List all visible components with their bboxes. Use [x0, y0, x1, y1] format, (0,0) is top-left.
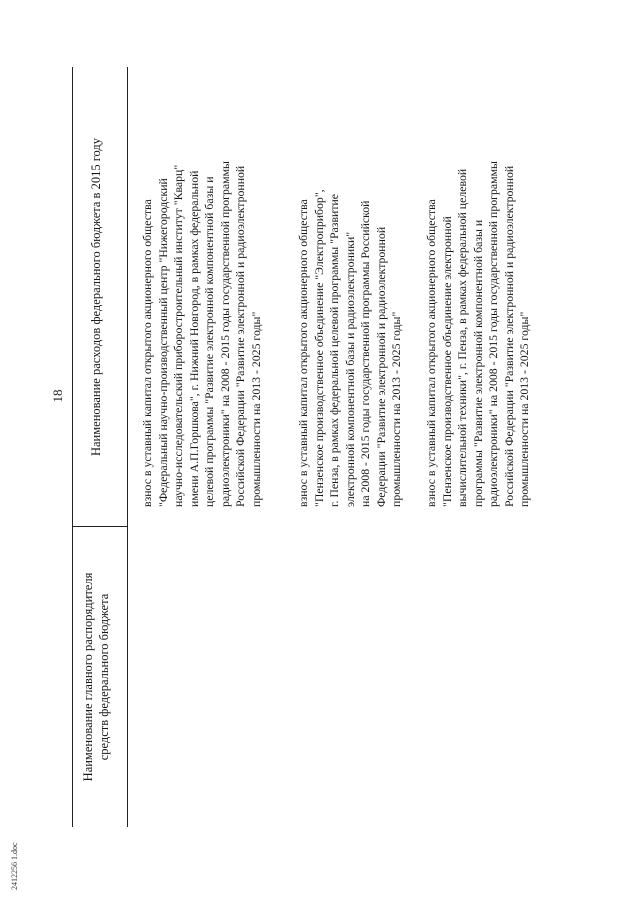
- entry-line: взнос в уставный капитал открытого акционерного общества: [296, 199, 310, 507]
- entry-line: электронной компонентной базы и радиоэлектроники": [342, 231, 357, 507]
- entry-line: взнос в уставный капитал открытого акционерного общества: [140, 199, 154, 507]
- entry-line: на 2008 - 2015 годы государственной программы Российской: [358, 200, 372, 507]
- rotated-page-content: [50, 67, 531, 827]
- header-left-line-2: средств федерального бюджета: [97, 593, 111, 761]
- entry-line: "Пензенское производственное объединение электронной: [439, 216, 454, 507]
- header-bottom-rule: [127, 67, 128, 827]
- entry-line: Российской Федерации "Развитие электронной и радиоэлектронной: [233, 165, 247, 507]
- entry-line: радиоэлектроники" на 2008 - 2015 годы государственной программы: [217, 161, 232, 507]
- entry-line: "Федеральный научно-производственный центр "Нижегородский: [155, 178, 170, 507]
- header-budget-manager: [80, 527, 112, 827]
- table-top-rule: [72, 67, 73, 827]
- entry-line: целевой программы "Развитие электронной компонентной базы и: [202, 176, 216, 507]
- page-number: 18: [50, 389, 65, 403]
- entry-line: Российской Федерации "Развитие электронной и радиоэлектронной: [501, 165, 516, 507]
- expense-entry-3: [424, 67, 533, 507]
- expense-entry-1: [140, 67, 264, 507]
- entry-line: радиоэлектроники" на 2008 - 2015 годы государственной программы: [486, 161, 500, 507]
- header-left-line-1: Наименование главного распорядителя: [81, 572, 95, 782]
- document-file-code: 2412256 1.doc: [10, 842, 19, 890]
- entry-line: промышленности на 2013 - 2025 годы": [248, 311, 263, 507]
- entry-line: взнос в уставный капитал открытого акционерного общества: [424, 199, 438, 507]
- entry-line: промышленности на 2013 - 2025 годы": [517, 311, 531, 507]
- entry-line: Федерации "Развитие электронной и радиоэлектронной: [373, 226, 388, 507]
- header-expense-name: Наименование расходов федерального бюджета в 2015 году: [89, 137, 103, 457]
- entry-line: программы "Развитие электронной компонентной базы и: [470, 219, 485, 507]
- entry-line: вычислительной техники", г. Пенза, в рамках федеральной целевой: [455, 168, 469, 507]
- budget-table: [72, 67, 531, 827]
- entry-line: промышленности на 2013 - 2025 годы": [389, 311, 403, 507]
- entry-line: г. Пенза, в рамках федеральной целевой программы "Развитие: [327, 193, 341, 507]
- entry-line: "Пензенское производственное объединение "Электроприбор",: [311, 189, 326, 507]
- entry-line: имени А.П.Горшкова", г. Нижний Новгород, в рамках федеральной: [186, 170, 201, 507]
- expense-entry-2: [296, 67, 405, 507]
- entry-line: научно-исследовательский приборостроительный институт "Кварц": [171, 164, 185, 507]
